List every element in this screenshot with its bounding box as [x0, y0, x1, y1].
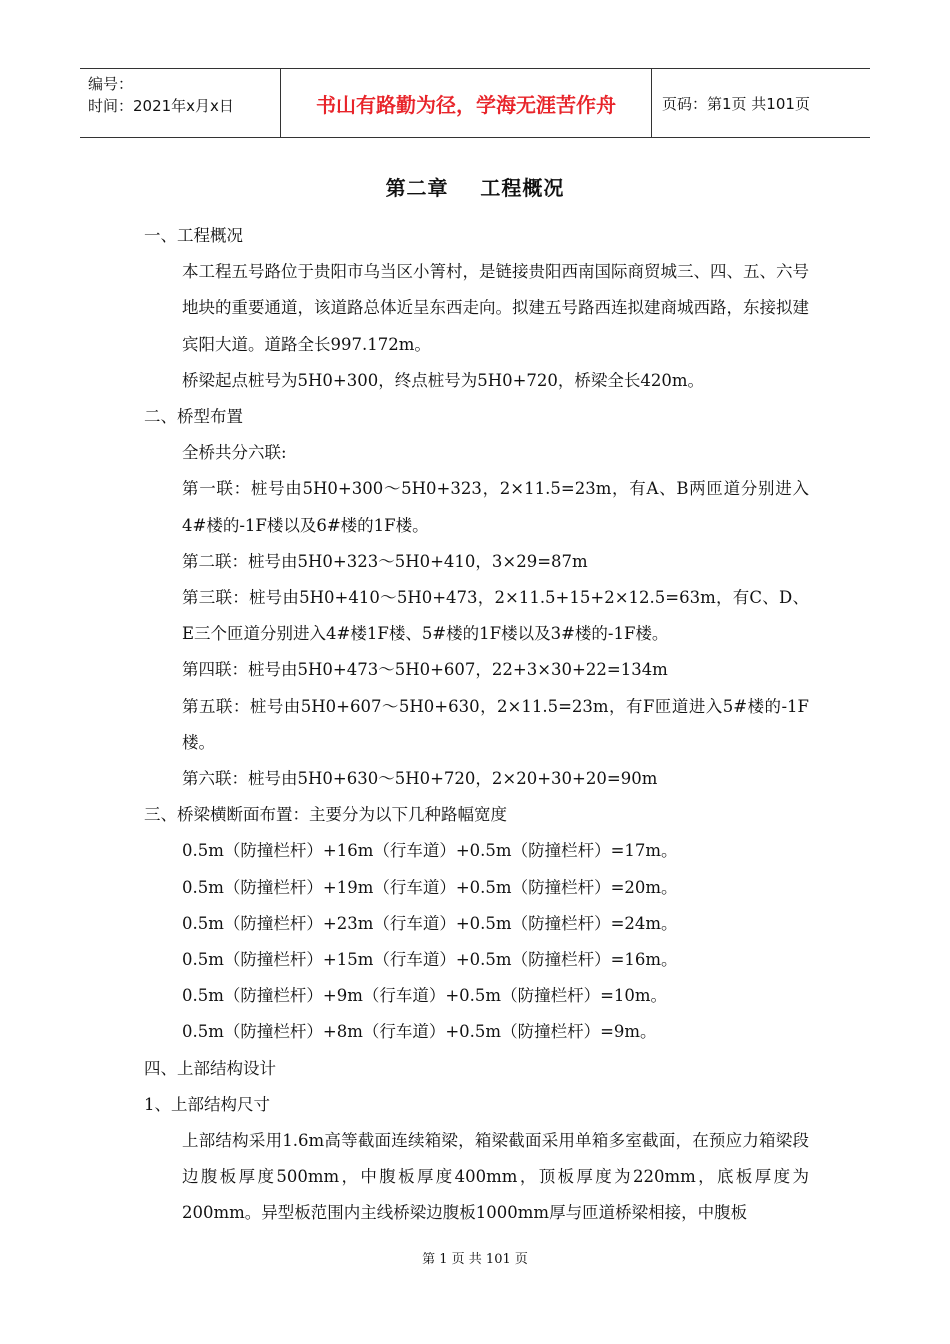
- paragraph: 桥梁起点桩号为5H0+300，终点桩号为5H0+720，桥梁全长420m。: [182, 370, 705, 390]
- doc-number-label: 编号：: [88, 75, 134, 93]
- paragraph: 第六联：桩号由5H0+630～5H0+720，2×20+30+20=90m: [182, 769, 658, 789]
- list-item: 0.5m（防撞栏杆）+8m（行车道）+0.5m（防撞栏杆）=9m。: [182, 1022, 657, 1042]
- section-heading-3: 三、桥梁横断面布置：主要分为以下几种路幅宽度: [144, 805, 507, 825]
- page-footer: 第 1 页 共 101 页: [422, 1252, 528, 1267]
- paragraph: 第一联：桩号由5H0+300～5H0+323，2×11.5=23m，有A、B两匝道分别进入4#楼的-1F楼以及6#楼的1F楼。: [182, 479, 809, 535]
- paragraph: 第五联：桩号由5H0+607～5H0+630，2×11.5=23m，有F匝道进入5#楼的-1F楼。: [182, 696, 809, 752]
- list-item: 0.5m（防撞栏杆）+16m（行车道）+0.5m（防撞栏杆）=17m。: [182, 841, 678, 861]
- subsection-heading: 1、上部结构尺寸: [144, 1094, 270, 1114]
- list-item: 0.5m（防撞栏杆）+23m（行车道）+0.5m（防撞栏杆）=24m。: [182, 913, 678, 933]
- section-heading-4: 四、上部结构设计: [144, 1058, 276, 1078]
- chapter-title: 第二章 工程概况: [385, 176, 565, 200]
- header-meta: [80, 69, 280, 137]
- page-header: [80, 68, 870, 138]
- paragraph: 第四联：桩号由5H0+473～5H0+607，22+3×30+22=134m: [182, 660, 668, 680]
- list-item: 0.5m（防撞栏杆）+19m（行车道）+0.5m（防撞栏杆）=20m。: [182, 877, 678, 897]
- section-heading-2: 二、桥型布置: [144, 407, 243, 427]
- paragraph: 上部结构采用1.6m高等截面连续箱梁，箱梁截面采用单箱多室截面，在预应力箱梁段边腹板厚度500mm，中腹板厚度400mm，顶板厚度为220mm，底板厚度为200mm。异型板范围内主线桥梁边腹板1000mm厚与匝道桥梁相接，中腹板: [182, 1131, 809, 1223]
- doc-date-label: 时间：2021年x月x日: [88, 97, 234, 115]
- header-page-label: 页码：第1页 共101页: [662, 94, 810, 113]
- paragraph: 全桥共分六联:: [182, 443, 287, 463]
- paragraph: 第三联：桩号由5H0+410～5H0+473，2×11.5+15+2×12.5=63m，有C、D、E三个匝道分别进入4#楼1F楼、5#楼的1F楼以及3#楼的-1F楼。: [182, 588, 809, 644]
- paragraph: 本工程五号路位于贵阳市乌当区小箐村，是链接贵阳西南国际商贸城三、四、五、六号地块的重要通道，该道路总体近呈东西走向。拟建五号路西连拟建商城西路，东接拟建宾阳大道。道路全长997.172m。: [182, 262, 809, 354]
- header-motto: 书山有路勤为径，学海无涯苦作舟: [280, 69, 652, 137]
- document-body: [144, 218, 809, 1232]
- list-item: 0.5m（防撞栏杆）+9m（行车道）+0.5m（防撞栏杆）=10m。: [182, 986, 668, 1006]
- section-heading-1: 一、工程概况: [144, 226, 243, 245]
- paragraph: 第二联：桩号由5H0+323～5H0+410，3×29=87m: [182, 551, 588, 571]
- list-item: 0.5m（防撞栏杆）+15m（行车道）+0.5m（防撞栏杆）=16m。: [182, 950, 678, 970]
